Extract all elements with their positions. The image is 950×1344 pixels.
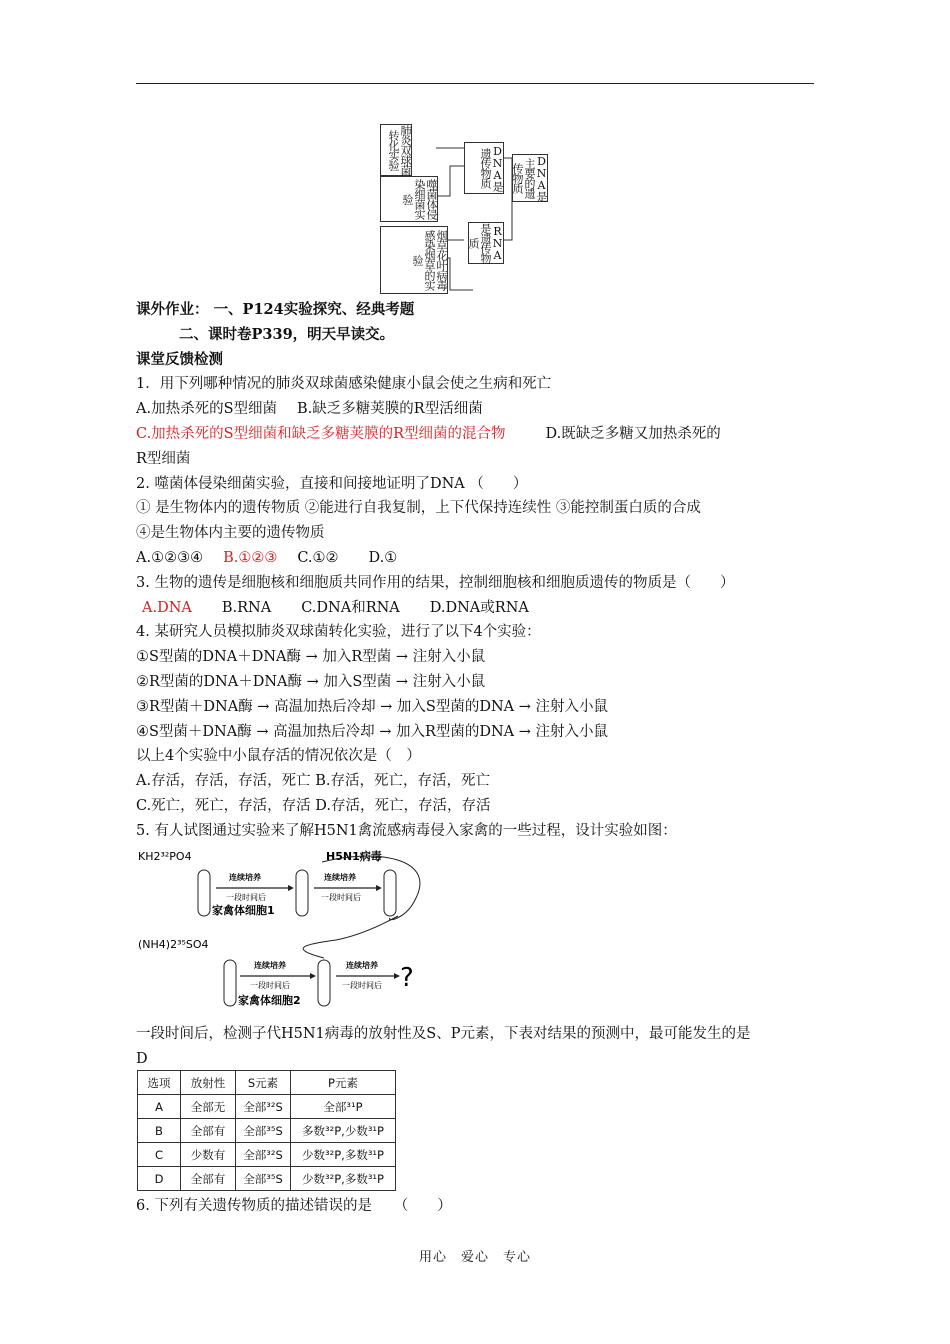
q5-transfer-curve bbox=[303, 916, 398, 958]
q4-experiment-1: ①S型菌的DNA＋DNA酶 → 加入R型菌 → 注射入小鼠 bbox=[136, 649, 486, 666]
diagram-box-pneumococcus: 肺炎双球菌转化实验 bbox=[380, 124, 412, 176]
table-row bbox=[138, 1095, 396, 1119]
q1-stem: 1．用下列哪种情况的肺炎双球菌感染健康小鼠会使之生病和死亡 bbox=[136, 376, 552, 393]
table-cell: 全部无 bbox=[181, 1095, 236, 1119]
q1-option-d-cont: R型细菌 bbox=[136, 450, 191, 467]
q4-stem: 4. 某研究人员模拟肺炎双球菌转化实验，进行了以下4个实验： bbox=[136, 624, 541, 641]
q5-reagent-1: KH2³²PO4 bbox=[138, 850, 192, 863]
q3-option-a: A.DNA bbox=[142, 599, 192, 616]
table-row bbox=[138, 1167, 396, 1191]
table-cell: 全部有 bbox=[181, 1167, 236, 1191]
homework-item-1: 一、P124实验探究、经典考题 bbox=[213, 301, 415, 318]
q5-cells-1: 家禽体细胞1 bbox=[212, 904, 275, 917]
q5-arrow-4-label-b: 一段时间后 bbox=[342, 981, 382, 990]
q5-figure-svg bbox=[136, 848, 436, 1012]
diagram-box-phage: 噬菌体侵染细菌实验 bbox=[380, 176, 438, 222]
q3-option-d: D.DNA或RNA bbox=[429, 599, 529, 616]
table-cell: 少数³²P,多数³¹P bbox=[291, 1167, 396, 1191]
q5-tube-5 bbox=[318, 960, 330, 1006]
q5-answer: D bbox=[136, 1050, 148, 1067]
q3-option-b: B.RNA bbox=[221, 599, 272, 616]
q2-stem: 2. 噬菌体侵染细菌实验，直接和间接地证明了DNA （ ） bbox=[136, 475, 528, 492]
q4-experiment-4: ④S型菌＋DNA酶 → 高温加热后冷却 → 加入R型菌的DNA → 注射入小鼠 bbox=[136, 723, 609, 740]
q2-statements-2: ④是生物体内主要的遗传物质 bbox=[136, 525, 325, 542]
table-cell: 多数³²P,少数³¹P bbox=[291, 1119, 396, 1143]
q2-option-a: A.①②③④ bbox=[136, 549, 204, 566]
homework-label: 课外作业： bbox=[136, 301, 209, 318]
q5-reagent-2: (NH4)2³⁵SO4 bbox=[138, 938, 209, 951]
diagram-box-tmv: 烟草花叶病毒感染烟草的实验 bbox=[380, 226, 448, 294]
q1-option-a: A.加热杀死的S型细菌 bbox=[136, 401, 278, 418]
q3-options bbox=[136, 596, 816, 621]
q5-stem: 5. 有人试图通过实验来了解H5N1禽流感病毒侵入家禽的一些过程，设计实验如图： bbox=[136, 822, 677, 839]
q5-arrow-4-label-a: 连续培养 bbox=[346, 961, 378, 970]
q1-options-cd bbox=[136, 422, 816, 447]
q5-tube-1 bbox=[198, 870, 210, 916]
q5-arrow-3-label-a: 连续培养 bbox=[254, 961, 286, 970]
q5-tube-3 bbox=[384, 870, 396, 916]
q4-experiment-3: ③R型菌＋DNA酶 → 高温加热后冷却 → 加入S型菌的DNA → 注射入小鼠 bbox=[136, 698, 609, 715]
table-cell: A bbox=[138, 1095, 181, 1119]
q1-options-ab bbox=[136, 397, 816, 422]
q2-options bbox=[136, 546, 816, 571]
q1-option-b: B.缺乏多糖荚膜的R型活细菌 bbox=[297, 401, 483, 418]
q5-tail bbox=[136, 1022, 816, 1072]
q3-stem: 3. 生物的遗传是细胞核和细胞质共同作用的结果，控制细胞核和细胞质遗传的物质是（ ） bbox=[136, 574, 735, 591]
q2-statements-1: ① 是生物体内的遗传物质 ②能进行自我复制，上下代保持连续性 ③能控制蛋白质的合成 bbox=[136, 500, 701, 517]
q2-option-d: D.① bbox=[368, 549, 398, 566]
q2-option-b: B.①②③ bbox=[223, 549, 278, 566]
table-cell: 全部³⁵S bbox=[236, 1119, 291, 1143]
q1-option-d: D.既缺乏多糖又加热杀死的 bbox=[545, 425, 721, 442]
table-cell: 全部³²S bbox=[236, 1143, 291, 1167]
concept-diagram bbox=[378, 118, 550, 300]
diagram-box-rna: RNA是遗传物质 bbox=[467, 223, 504, 263]
q5-tube-4 bbox=[224, 960, 236, 1006]
table-cell: 全部有 bbox=[181, 1119, 236, 1143]
q1-option-c: C.加热杀死的S型细菌和缺乏多糖荚膜的R型细菌的混合物 bbox=[136, 425, 506, 442]
table-row bbox=[138, 1119, 396, 1143]
table-header-cell: 放射性 bbox=[181, 1071, 236, 1095]
q5-arrow-2-label-b: 一段时间后 bbox=[321, 893, 361, 902]
table-row bbox=[138, 1143, 396, 1167]
table-cell: D bbox=[138, 1167, 181, 1191]
q3-option-c: C.DNA和RNA bbox=[301, 599, 400, 616]
q5-question-mark: ? bbox=[400, 963, 414, 993]
header-rule bbox=[136, 83, 814, 84]
homework-item-2: 二、课时卷P339，明天早读交。 bbox=[179, 325, 395, 343]
section-title: 课堂反馈检测 bbox=[136, 350, 223, 368]
q5-tail-text: 一段时间后，检测子代H5N1病毒的放射性及S、P元素，下表对结果的预测中，最可能发生的是 bbox=[136, 1026, 751, 1042]
table-cell: 少数有 bbox=[181, 1143, 236, 1167]
q5-arrow-3-label-b: 一段时间后 bbox=[250, 981, 290, 990]
q5-arrow-2-label-a: 连续培养 bbox=[324, 873, 356, 882]
table-cell: 全部³²S bbox=[236, 1095, 291, 1119]
q4-experiment-2: ②R型菌的DNA＋DNA酶 → 加入S型菌 → 注射入小鼠 bbox=[136, 673, 486, 690]
q5-results-table bbox=[137, 1070, 396, 1191]
table-header-cell: S元素 bbox=[236, 1071, 291, 1095]
diagram-box-main: DNA是主要的遗传物质 bbox=[511, 155, 548, 201]
main-content bbox=[136, 298, 816, 844]
q6 bbox=[136, 1194, 816, 1219]
q4-ask: 以上4个实验中小鼠存活的情况依次是（ ） bbox=[136, 748, 421, 765]
q4-options-ab: A.存活，存活，存活，死亡 B.存活，死亡，存活，死亡 bbox=[136, 773, 490, 790]
q5-tube-2 bbox=[296, 870, 308, 916]
q2-option-c: C.①② bbox=[297, 549, 339, 566]
q5-experiment-figure bbox=[136, 848, 436, 1012]
q5-cells-2: 家禽体细胞2 bbox=[238, 994, 301, 1007]
q5-arrow-1-label-b: 一段时间后 bbox=[226, 893, 266, 902]
table-header-row bbox=[138, 1071, 396, 1095]
q5-virus-label: H5N1病毒 bbox=[326, 850, 382, 863]
table-header-cell: 选项 bbox=[138, 1071, 181, 1095]
table-cell: 全部³¹P bbox=[291, 1095, 396, 1119]
q4-options-cd: C.死亡，死亡，存活，存活 D.存活，死亡，存活，存活 bbox=[136, 797, 491, 814]
table-cell: B bbox=[138, 1119, 181, 1143]
table-cell: 全部³⁵S bbox=[236, 1167, 291, 1191]
table-cell: C bbox=[138, 1143, 181, 1167]
homework-line-1 bbox=[136, 298, 816, 323]
page-footer: 用心 爱心 专心 bbox=[418, 1250, 531, 1265]
diagram-box-dna: DNA是遗传物质 bbox=[464, 142, 504, 194]
q5-arrow-1-label-a: 连续培养 bbox=[229, 873, 261, 882]
table-header-cell: P元素 bbox=[291, 1071, 396, 1095]
table-cell: 少数³²P,多数³¹P bbox=[291, 1143, 396, 1167]
q6-stem: 6. 下列有关遗传物质的描述错误的是 （ ） bbox=[136, 1198, 452, 1214]
